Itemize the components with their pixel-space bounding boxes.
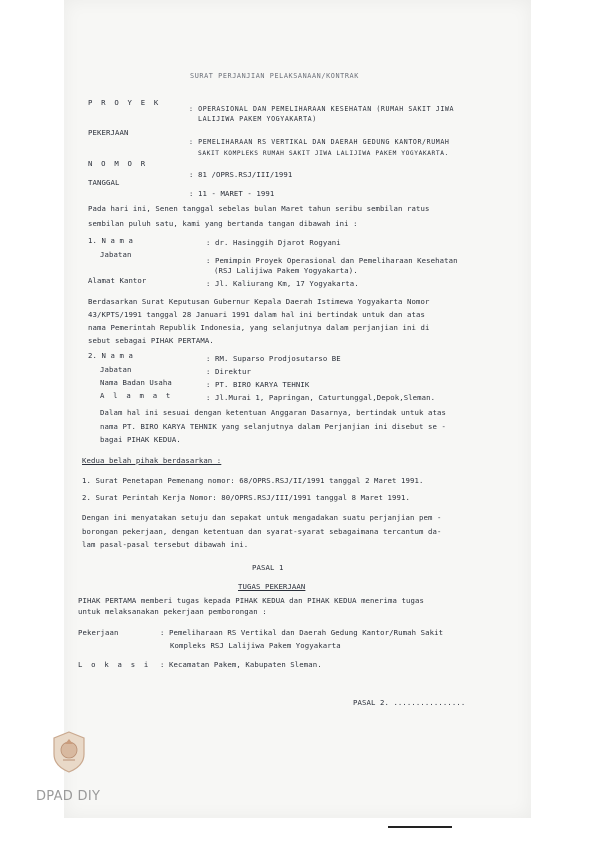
bottom-edge-mark [388,826,452,828]
intro-line2: sembilan puluh satu, kami yang bertanda tangan dibawah ini : [88,219,358,228]
pasal-pekerjaan-line1: : Pemeliharaan RS Vertikal dan Daerah Gedung Kantor/Rumah Sakit [160,628,444,637]
nomor-label: N O M O R [88,159,148,168]
watermark-text: DPAD DIY [36,789,101,804]
tanggal-label: TANGGAL [88,178,120,187]
pekerjaan-value-line1: : PEMELIHARAAN RS VERTIKAL DAN DAERAH GEDUNG KANTOR/RUMAH [189,138,450,146]
proyek-value-line1: : OPERASIONAL DAN PEMELIHARAAN KESEHATAN (RUMAH SAKIT JIWA [189,105,455,113]
pasal-lokasi: : Kecamatan Pakem, Kabupaten Sleman. [160,660,322,669]
pasal-lokasi-label: L o k a s i [78,660,151,669]
tanggal-value: : 11 - MARET - 1991 [189,189,275,198]
agree-line3: lam pasal-pasal tersebut dibawah ini. [82,540,249,549]
document-title: SURAT PERJANJIAN PELAKSANAAN/KONTRAK [190,72,359,80]
party2-alamat-label: A l a m a t [100,391,173,400]
party1-para-line3: nama Pemerintah Republik Indonesia, yang selanjutnya dalam perjanjian ini di [88,323,430,332]
next-pasal-marker: PASAL 2. ................ [353,698,466,707]
dpad-seal-logo [50,730,88,774]
party2-badan: : PT. BIRO KARYA TEHNIK [206,380,310,389]
party1-number: 1. N a m a [88,236,133,245]
basis-item-2: 2. Surat Perintah Kerja Nomor: 80/OPRS.RSJ/III/1991 tanggal 8 Maret 1991. [82,493,410,502]
party1-alamat: : Jl. Kaliurang Km, 17 Yogyakarta. [206,279,359,288]
party2-number: 2. N a m a [88,351,133,360]
party2-para-line1: Dalam hal ini sesuai dengan ketentuan Anggaran Dasarnya, bertindak untuk atas [100,408,446,417]
party1-jabatan-line2: (RSJ Lalijiwa Pakem Yogyakarta). [214,266,358,275]
party1-jabatan-line1: : Pemimpin Proyek Operasional dan Pemeliharaan Kesehatan [206,256,458,265]
nomor-value: : 81 /OPRS.RSJ/III/1991 [189,170,293,179]
party1-alamat-label: Alamat Kantor [88,276,147,285]
party2-jabatan: : Direktur [206,367,251,376]
party2-alamat: : Jl.Murai 1, Papringan, Caturtunggal,Depok,Sleman. [206,393,436,402]
party2-badan-label: Nama Badan Usaha [100,378,172,387]
proyek-label: P R O Y E K [88,98,161,107]
pasal-subtitle: TUGAS PEKERJAAN [238,582,306,591]
pasal-body-line1: PIHAK PERTAMA memberi tugas kepada PIHAK KEDUA dan PIHAK KEDUA menerima tugas [78,596,424,605]
agree-line2: borongan pekerjaan, dengan ketentuan dan syarat-syarat sebagaimana tercantum da- [82,527,442,536]
party2-jabatan-label: Jabatan [100,365,132,374]
party1-jabatan-label: Jabatan [100,250,132,259]
party2-para-line3: bagai PIHAK KEDUA. [100,435,181,444]
party2-nama: : RM. Suparso Prodjosutarso BE [206,354,341,363]
party1-para-line1: Berdasarkan Surat Keputusan Gubernur Kepala Daerah Istimewa Yogyakarta Nomor [88,297,430,306]
party2-para-line2: nama PT. BIRO KARYA TEHNIK yang selanjutnya dalam Perjanjian ini disebut se - [100,422,446,431]
party1-nama: : dr. Hasinggih Djarot Rogyani [206,238,341,247]
party1-para-line4: sebut sebagai PIHAK PERTAMA. [88,336,214,345]
basis-item-1: 1. Surat Penetapan Pemenang nomor: 68/OPRS.RSJ/II/1991 tanggal 2 Maret 1991. [82,476,424,485]
agree-line1: Dengan ini menyatakan setuju dan sepakat untuk mengadakan suatu perjanjian pem - [82,513,442,522]
basis-heading: Kedua belah pihak berdasarkan : [82,456,222,465]
party1-para-line2: 43/KPTS/1991 tanggal 28 Januari 1991 dalam hal ini bertindak untuk dan atas [88,310,425,319]
proyek-value-line2: LALIJIWA PAKEM YOGYAKARTA) [198,115,317,123]
pasal-pekerjaan-label: Pekerjaan [78,628,119,637]
pasal-body-line2: untuk melaksanakan pekerjaan pemborongan : [78,607,267,616]
pasal-pekerjaan-line2: Kompleks RSJ Lalijiwa Pakem Yogyakarta [170,641,341,650]
pekerjaan-value-line2: SAKIT KOMPLEKS RUMAH SAKIT JIWA LALIJIWA PAKEM YOGYAKARTA. [198,150,449,157]
intro-line1: Pada hari ini, Senen tanggal sebelas bulan Maret tahun seribu sembilan ratus [88,204,430,213]
pekerjaan-label: PEKERJAAN [88,128,129,137]
pasal-title: PASAL 1 [252,563,284,572]
